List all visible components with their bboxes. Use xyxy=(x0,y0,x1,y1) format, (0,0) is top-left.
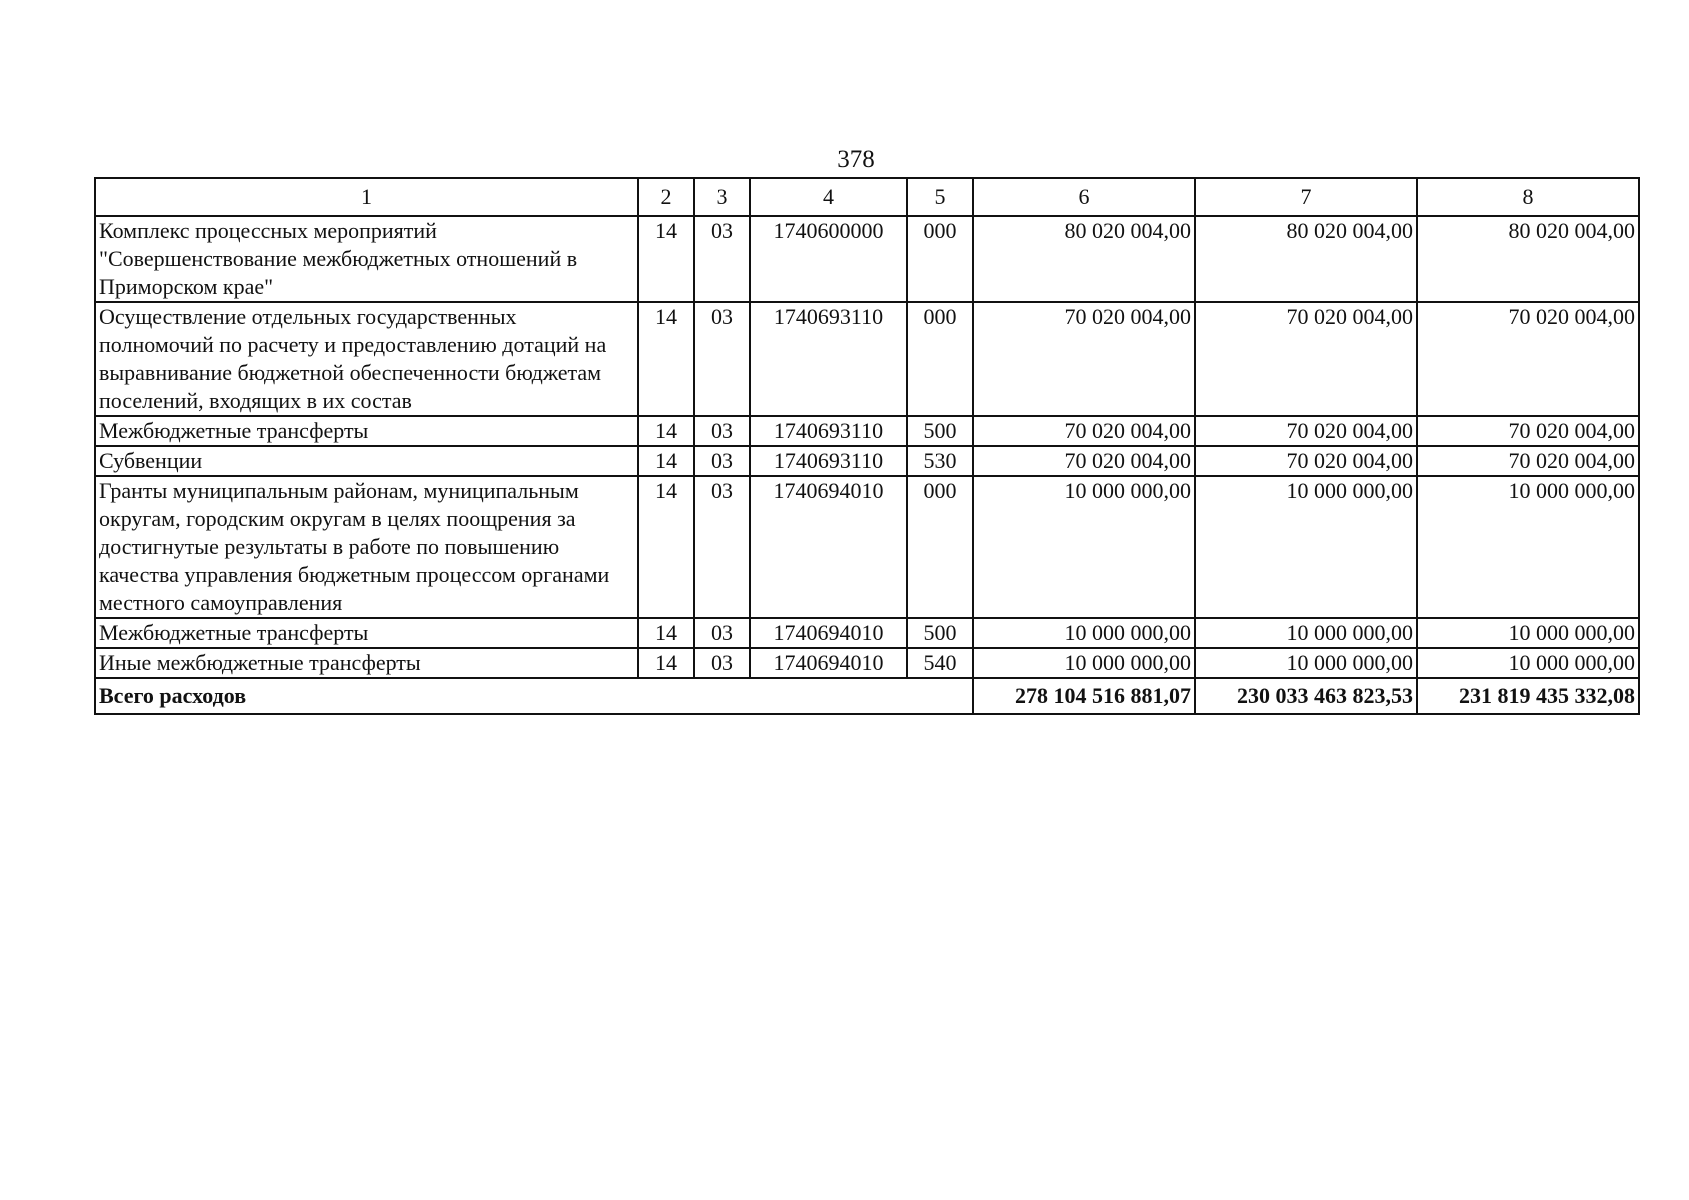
subsection-code: 03 xyxy=(694,302,750,416)
budget-table xyxy=(94,177,1640,715)
table-row xyxy=(95,618,1639,648)
amount-col6: 10 000 000,00 xyxy=(973,648,1195,678)
amount-col7: 10 000 000,00 xyxy=(1195,648,1417,678)
column-header: 8 xyxy=(1417,178,1639,216)
section-code: 14 xyxy=(638,446,694,476)
amount-col7: 10 000 000,00 xyxy=(1195,476,1417,618)
amount-col8: 70 020 004,00 xyxy=(1417,302,1639,416)
amount-col6: 70 020 004,00 xyxy=(973,446,1195,476)
amount-col8: 80 020 004,00 xyxy=(1417,216,1639,302)
table-row xyxy=(95,302,1639,416)
row-name: Осуществление отдельных государственных полномочий по расчету и предоставлению дотаций на выравнивание бюджетной обеспеченности бюджетам поселений, входящих в их состав xyxy=(95,302,638,416)
target-article-code: 1740694010 xyxy=(750,476,907,618)
total-label: Всего расходов xyxy=(95,678,973,714)
subsection-code: 03 xyxy=(694,216,750,302)
table-row xyxy=(95,216,1639,302)
target-article-code: 1740693110 xyxy=(750,416,907,446)
section-code: 14 xyxy=(638,216,694,302)
row-name: Гранты муниципальным районам, муниципальным округам, городским округам в целях поощрения за достигнутые результаты в работе по повышению качества управления бюджетным процессом органами местного самоуправления xyxy=(95,476,638,618)
expense-type-code: 500 xyxy=(907,416,973,446)
row-name: Межбюджетные трансферты xyxy=(95,416,638,446)
amount-col7: 70 020 004,00 xyxy=(1195,302,1417,416)
column-header: 3 xyxy=(694,178,750,216)
target-article-code: 1740694010 xyxy=(750,648,907,678)
table-row xyxy=(95,648,1639,678)
table-row xyxy=(95,476,1639,618)
target-article-code: 1740694010 xyxy=(750,618,907,648)
expense-type-code: 000 xyxy=(907,476,973,618)
amount-col7: 10 000 000,00 xyxy=(1195,618,1417,648)
amount-col6: 80 020 004,00 xyxy=(973,216,1195,302)
section-code: 14 xyxy=(638,476,694,618)
section-code: 14 xyxy=(638,416,694,446)
amount-col8: 10 000 000,00 xyxy=(1417,648,1639,678)
amount-col8: 70 020 004,00 xyxy=(1417,416,1639,446)
column-header: 7 xyxy=(1195,178,1417,216)
subsection-code: 03 xyxy=(694,476,750,618)
subsection-code: 03 xyxy=(694,648,750,678)
page-number: 378 xyxy=(837,146,875,173)
row-name: Иные межбюджетные трансферты xyxy=(95,648,638,678)
amount-col6: 10 000 000,00 xyxy=(973,476,1195,618)
subsection-code: 03 xyxy=(694,618,750,648)
table-row xyxy=(95,446,1639,476)
column-header: 4 xyxy=(750,178,907,216)
header-row xyxy=(95,178,1639,216)
column-header: 6 xyxy=(973,178,1195,216)
expense-type-code: 000 xyxy=(907,216,973,302)
amount-col6: 70 020 004,00 xyxy=(973,302,1195,416)
section-code: 14 xyxy=(638,302,694,416)
target-article-code: 1740600000 xyxy=(750,216,907,302)
total-amount-col6: 278 104 516 881,07 xyxy=(973,678,1195,714)
column-header: 2 xyxy=(638,178,694,216)
table-row xyxy=(95,416,1639,446)
expense-type-code: 540 xyxy=(907,648,973,678)
column-header: 5 xyxy=(907,178,973,216)
expense-type-code: 000 xyxy=(907,302,973,416)
amount-col7: 70 020 004,00 xyxy=(1195,416,1417,446)
row-name: Субвенции xyxy=(95,446,638,476)
section-code: 14 xyxy=(638,648,694,678)
column-header: 1 xyxy=(95,178,638,216)
target-article-code: 1740693110 xyxy=(750,446,907,476)
amount-col7: 70 020 004,00 xyxy=(1195,446,1417,476)
amount-col6: 70 020 004,00 xyxy=(973,416,1195,446)
total-row xyxy=(95,678,1639,714)
subsection-code: 03 xyxy=(694,446,750,476)
target-article-code: 1740693110 xyxy=(750,302,907,416)
expense-type-code: 530 xyxy=(907,446,973,476)
section-code: 14 xyxy=(638,618,694,648)
subsection-code: 03 xyxy=(694,416,750,446)
amount-col8: 70 020 004,00 xyxy=(1417,446,1639,476)
amount-col8: 10 000 000,00 xyxy=(1417,476,1639,618)
amount-col7: 80 020 004,00 xyxy=(1195,216,1417,302)
amount-col8: 10 000 000,00 xyxy=(1417,618,1639,648)
amount-col6: 10 000 000,00 xyxy=(973,618,1195,648)
row-name: Межбюджетные трансферты xyxy=(95,618,638,648)
total-amount-col7: 230 033 463 823,53 xyxy=(1195,678,1417,714)
expense-type-code: 500 xyxy=(907,618,973,648)
row-name: Комплекс процессных мероприятий "Совершенствование межбюджетных отношений в Приморском крае" xyxy=(95,216,638,302)
total-amount-col8: 231 819 435 332,08 xyxy=(1417,678,1639,714)
